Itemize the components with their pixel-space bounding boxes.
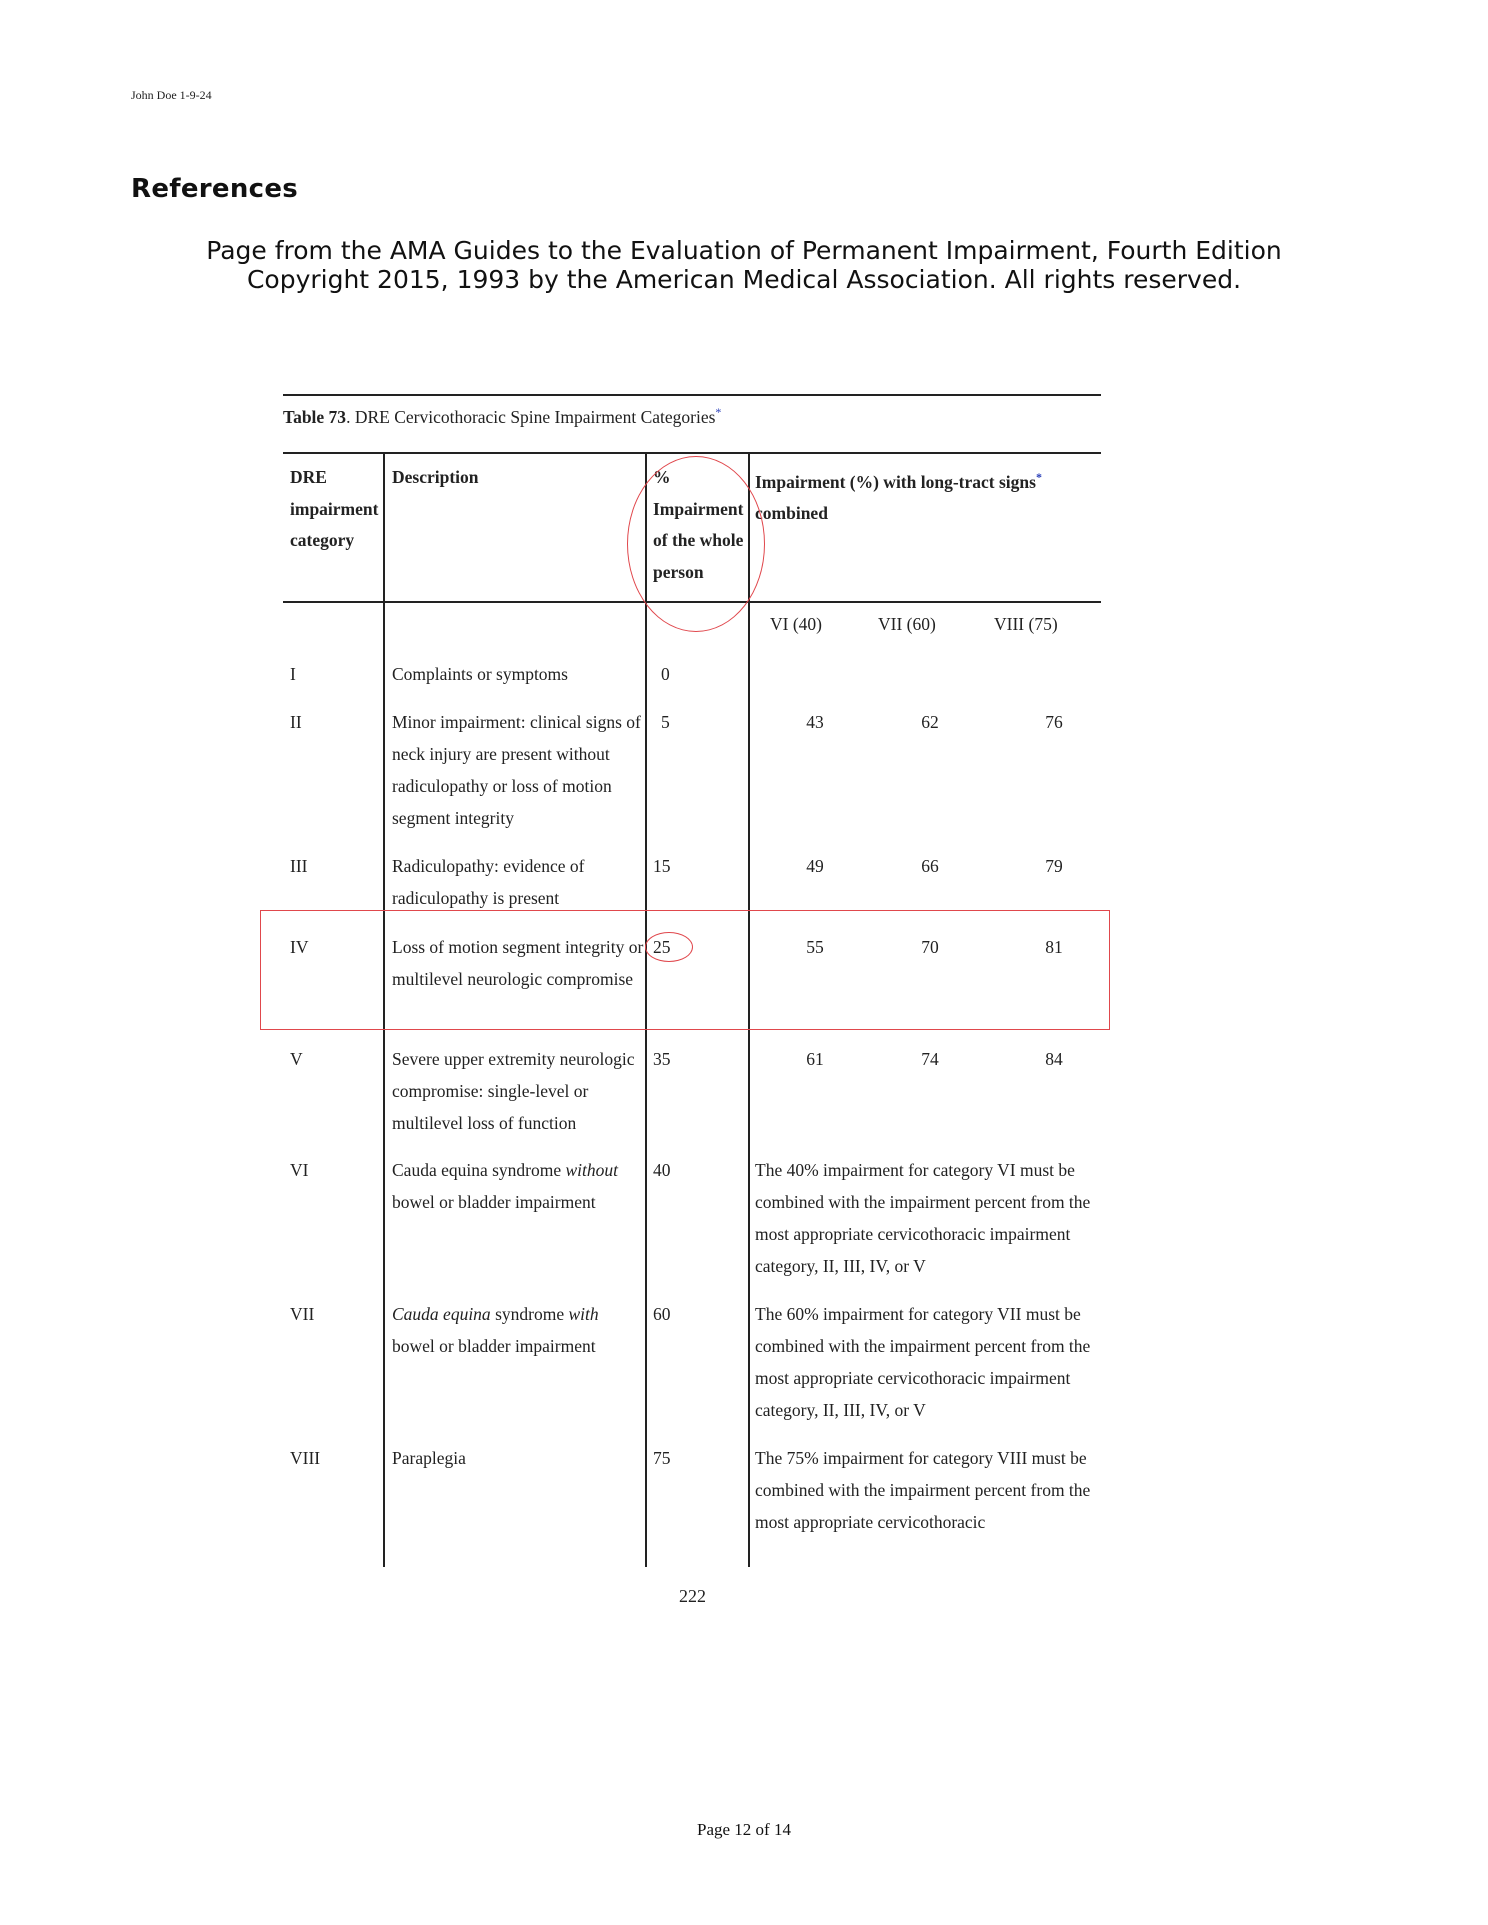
row-iv-vi: 55 — [806, 937, 824, 957]
row-vi-category: VI — [290, 1160, 309, 1180]
row-ii-vi: 43 — [806, 712, 824, 732]
header-long-tract: Impairment (%) with long-tract signs* combined — [755, 470, 1042, 524]
row-iv-percent: 25 — [653, 937, 671, 957]
row-i-percent: 0 — [661, 664, 670, 684]
row-vi-percent: 40 — [653, 1160, 671, 1180]
row-v-category: V — [290, 1049, 303, 1069]
header-note: John Doe 1-9-24 — [131, 88, 212, 102]
row-v-vi: 61 — [806, 1049, 824, 1069]
row-iii-percent: 15 — [653, 856, 671, 876]
subheader-viii: VIII (75) — [994, 614, 1058, 634]
caption-line-2: Copyright 2015, 1993 by the American Medical Association. All rights reserved. — [246, 265, 1242, 294]
top-rule — [283, 394, 1101, 396]
row-v-vii: 74 — [921, 1049, 939, 1069]
highlight-ellipse-percent — [645, 932, 693, 962]
row-iii-description: Radiculopathy: evidence of radiculopathy is present — [392, 856, 585, 908]
row-v-description: Severe upper extremity neurologic compromise: single-level or multilevel loss of function — [392, 1049, 635, 1133]
row-vii-note: The 60% impairment for category VII must be combined with the impairment percent from the most appropriate cervicothoracic impairment category, II, III, IV, or V — [755, 1304, 1091, 1420]
scanned-page-number: 222 — [679, 1586, 706, 1606]
row-ii-category: II — [290, 712, 302, 732]
caption-line-1: Page from the AMA Guides to the Evaluation of Permanent Impairment, Fourth Edition — [206, 236, 1282, 265]
row-iv-vii: 70 — [921, 937, 939, 957]
row-vii-percent: 60 — [653, 1304, 671, 1324]
row-iii-category: III — [290, 856, 308, 876]
page-footer: Page 12 of 14 — [697, 1820, 791, 1839]
row-viii-category: VIII — [290, 1448, 321, 1468]
subheader-vi: VI (40) — [770, 614, 822, 634]
highlight-ellipse-header — [627, 456, 765, 632]
row-vi-note: The 40% impairment for category VI must be combined with the impairment percent from the most appropriate cervicothoracic impairment category, II, III, IV, or V — [755, 1160, 1091, 1276]
header-category: DRE impairment category — [290, 467, 379, 550]
row-i-description: Complaints or symptoms — [392, 664, 568, 684]
table-title: Table 73. DRE Cervicothoracic Spine Impairment Categories* — [283, 405, 722, 427]
row-iv-category: IV — [290, 937, 309, 957]
row-v-viii: 84 — [1045, 1049, 1063, 1069]
row-ii-percent: 5 — [661, 712, 670, 732]
row-vi-description: Cauda equina syndrome without bowel or bladder impairment — [392, 1160, 619, 1212]
header-description: Description — [392, 467, 479, 487]
subheader-vii: VII (60) — [878, 614, 936, 634]
row-iv-viii: 81 — [1045, 937, 1063, 957]
header-whole-person: % Impairment of the whole person — [653, 467, 744, 582]
row-viii-percent: 75 — [653, 1448, 671, 1468]
row-v-percent: 35 — [653, 1049, 671, 1069]
header-top-rule — [283, 452, 1101, 454]
row-vii-description: Cauda equina syndrome with bowel or bladder impairment — [392, 1304, 599, 1356]
row-ii-vii: 62 — [921, 712, 939, 732]
row-iii-viii: 79 — [1045, 856, 1063, 876]
row-ii-viii: 76 — [1045, 712, 1063, 732]
row-iii-vii: 66 — [921, 856, 939, 876]
row-iii-vi: 49 — [806, 856, 824, 876]
row-ii-description: Minor impairment: clinical signs of neck injury are present without radiculopathy or loss of motion segment integrity — [392, 712, 641, 828]
row-iv-description: Loss of motion segment integrity or multilevel neurologic compromise — [392, 937, 644, 989]
row-viii-description: Paraplegia — [392, 1448, 466, 1468]
row-viii-note: The 75% impairment for category VIII must be combined with the impairment percent from the most appropriate cervicothoracic — [755, 1448, 1091, 1532]
section-title: References — [131, 174, 299, 204]
row-vii-category: VII — [290, 1304, 315, 1324]
row-i-category: I — [290, 664, 296, 684]
highlight-rectangle-row-iv — [260, 910, 1110, 1030]
